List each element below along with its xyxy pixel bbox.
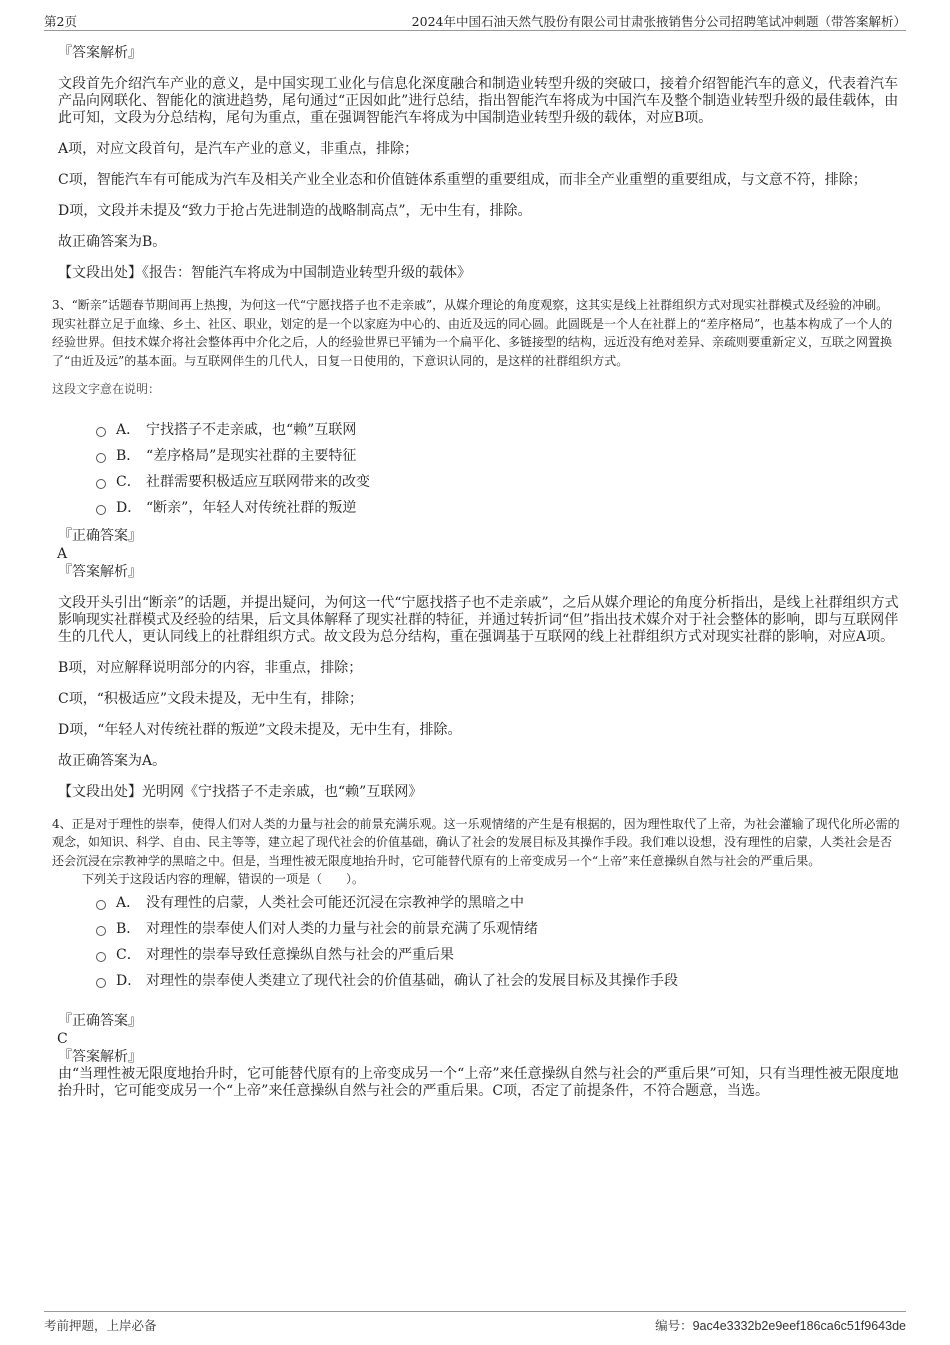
option-b-analysis: B项，对应解释说明部分的内容，非重点，排除； <box>58 659 363 676</box>
question-4-stem: 4、正是对于理性的崇奉，使得人们对人类的力量与社会的前景充满乐观。这一乐观情绪的产生是有根据的，因为理性取代了上帝，为社会灌输了现代化所必需的观念，如知识、科学、自由、民主等等，建立起了现代社会的价值基础，确认了社会的发展目标及其操作手段。我们难以设想，没有理性的启蒙，人类社会是否还会沉浸在宗教神学的黑暗之中。但是，当理性被无限度地抬升时，它可能替代原有的上帝变成另一个“上帝”来任意操纵自然与社会的严重后果。 <box>52 816 900 868</box>
page-header <box>44 12 906 31</box>
option-a-analysis: A项，对应文段首句，是汽车产业的意义，非重点，排除； <box>58 141 419 157</box>
option-c-analysis: C项，“积极适应”文段未提及，无中生有，排除； <box>58 690 364 707</box>
page-footer <box>44 1311 906 1334</box>
radio-icon[interactable] <box>96 453 106 463</box>
correct-answer-label: 『正确答案』 <box>58 527 142 544</box>
analysis-label: 『答案解析』 <box>58 45 142 61</box>
correct-answer-label: 『正确答案』 <box>58 1013 142 1029</box>
footer-code-label: 编号： <box>655 1318 693 1333</box>
conclusion-text: 故正确答案为B。 <box>58 234 167 250</box>
question-3-options <box>96 417 900 521</box>
source-text: 【文段出处】光明网《宁找搭子不走亲戚，也“赖”互联网》 <box>58 783 423 800</box>
footer-code <box>655 1316 906 1334</box>
radio-icon[interactable] <box>96 978 106 988</box>
radio-icon[interactable] <box>96 505 106 515</box>
analysis-text: 文段首先介绍汽车产业的意义，是中国实现工业化与信息化深度融合和制造业转型升级的突破口，接着介绍智能汽车的意义，代表着汽车产品向网联化、智能化的演进趋势，尾句通过“正因如此”进行总结，指出智能汽车将成为中国汽车及整个制造业转型升级的最佳载体，由此可知，文段为分总结构，尾句为重点，重在强调智能汽车将成为中国制造业转型升级的载体，对应B项。 <box>58 76 899 126</box>
radio-icon[interactable] <box>96 900 106 910</box>
question-4-options <box>96 890 900 994</box>
radio-icon[interactable] <box>96 479 106 489</box>
option-a[interactable]: A． 没有理性的启蒙，人类社会可能还沉浸在宗教神学的黑暗之中 <box>96 890 900 916</box>
option-c-analysis: C项，智能汽车有可能成为汽车及相关产业全业态和价值链体系重塑的重要组成，而非全产业重塑的重要组成，与文意不符，排除； <box>58 172 867 188</box>
analysis-label: 『答案解析』 <box>58 1049 142 1065</box>
analysis-text: 由“当理性被无限度地抬升时，它可能替代原有的上帝变成另一个“上帝”来任意操纵自然与社会的严重后果”可知，只有当理性被无限度地抬升时，它可能变成另一个“上帝”来任意操纵自然与社会的严重后果。C项，否定了前提条件，不符合题意，当选。 <box>58 1066 899 1099</box>
option-b[interactable]: B． 对理性的崇奉使人们对人类的力量与社会的前景充满了乐观情绪 <box>96 916 900 942</box>
option-a[interactable]: A． 宁找搭子不走亲戚，也“赖”互联网 <box>96 417 900 443</box>
option-c[interactable]: C． 对理性的崇奉导致任意操纵自然与社会的严重后果 <box>96 942 900 968</box>
option-c[interactable]: C． 社群需要积极适应互联网带来的改变 <box>96 469 900 495</box>
radio-icon[interactable] <box>96 427 106 437</box>
analysis-text: 文段开头引出“断亲”的话题，并提出疑问，为何这一代“宁愿找搭子也不走亲戚”，之后从媒介理论的角度分析指出，是线上社群组织方式影响现实社群模式及经验的结果，后文具体解释了现实社群的特征，并通过转折词“但”指出技术媒介对于社会整体的影响，即与互联网伴生的几代人，更认同线上的社群组织方式。故文段为总分结构，重在强调基于互联网的线上社群组织方式对现实社群的影响，对应A项。 <box>58 594 899 645</box>
source-text: 【文段出处】《报告：智能汽车将成为中国制造业转型升级的载体》 <box>58 265 471 281</box>
footer-code-value: 9ac4e3332b2e9eef186ca6c51f9643de <box>692 1319 906 1333</box>
option-d-analysis: D项，文段并未提及“致力于抢占先进制造的战略制高点”，无中生有，排除。 <box>58 203 532 219</box>
page-number: 第2页 <box>44 14 77 29</box>
conclusion-text: 故正确答案为A。 <box>58 752 167 769</box>
question-3-prompt: 这段文字意在说明： <box>52 382 161 396</box>
analysis-label: 『答案解析』 <box>58 563 142 580</box>
correct-answer-value: A <box>57 545 68 562</box>
option-d[interactable]: D． “断亲”，年轻人对传统社群的叛逆 <box>96 495 900 521</box>
footer-slogan: 考前押题，上岸必备 <box>44 1318 157 1333</box>
correct-answer-value: C <box>57 1031 68 1047</box>
radio-icon[interactable] <box>96 926 106 936</box>
option-d[interactable]: D． 对理性的崇奉使人类建立了现代社会的价值基础，确认了社会的发展目标及其操作手段 <box>96 968 900 994</box>
question-4-prompt: 下列关于这段话内容的理解，错误的一项是（ ）。 <box>82 872 365 886</box>
document-title: 2024年中国石油天然气股份有限公司甘肃张掖销售分公司招聘笔试冲刺题（带答案解析） <box>411 14 906 29</box>
radio-icon[interactable] <box>96 952 106 962</box>
document-body <box>52 44 900 1100</box>
option-d-analysis: D项，“年轻人对传统社群的叛逆”文段未提及，无中生有，排除。 <box>58 721 462 738</box>
question-3-stem: 3、“断亲”话题春节期间再上热搜，为何这一代“宁愿找搭子也不走亲戚”，从媒介理论的角度观察，这其实是线上社群组织方式对现实社群模式及经验的冲刷。现实社群立足于血缘、乡土、社区、职业，划定的是一个以家庭为中心的、由近及远的同心圆。此圆既是一个人在社群上的“差序格局”，也基本构成了一个人的经验世界。但技术媒介将社会整体再中介化之后，人的经验世界已平铺为一个扁平化、多链接型的结构，远近没有绝对差异、亲疏则要重新定义，互联之网置换了“由近及远”的基本面。与互联网伴生的几代人，日复一日使用的，下意识认同的，是这样的社群组织方式。 <box>52 298 893 368</box>
option-b[interactable]: B． “差序格局”是现实社群的主要特征 <box>96 443 900 469</box>
